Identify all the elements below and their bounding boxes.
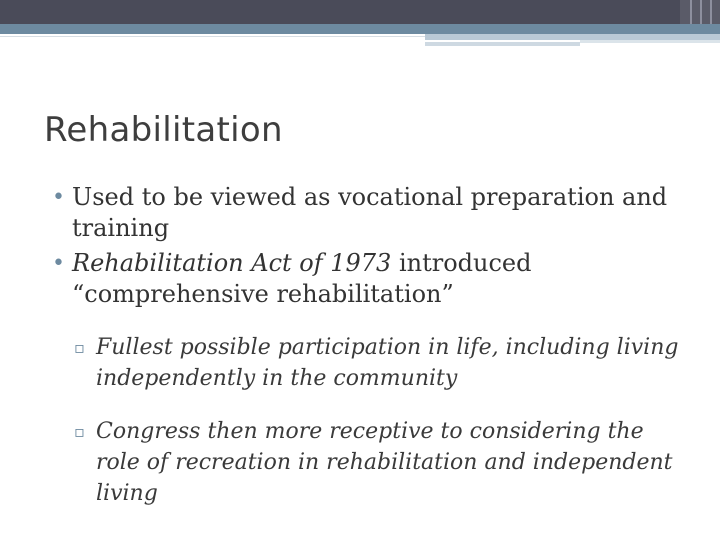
header-divider — [0, 36, 425, 37]
header-teal-band — [0, 24, 720, 34]
header-banner — [0, 0, 720, 24]
sub-bullet-item — [74, 416, 690, 509]
bullet-item — [50, 248, 690, 310]
bullet-text: Used to be viewed as vocational preparation and training — [72, 183, 668, 242]
sub-bullet-text: Congress then more receptive to considering the role of recreation in rehabilitation and independent living — [96, 419, 673, 506]
slide-body — [50, 182, 690, 513]
sub-bullet-marker: ▫ — [74, 422, 85, 441]
sub-bullet-item — [74, 332, 690, 394]
bullet-marker: • — [52, 185, 65, 210]
sub-bullet-text: Fullest possible participation in life, including living independently in the community — [96, 335, 679, 391]
slide-title: Rehabilitation — [44, 110, 283, 150]
bullet-text: introduced “comprehensive rehabilitation” — [72, 249, 532, 308]
bullet-italic-text: Rehabilitation Act of 1973 — [72, 249, 392, 277]
sub-bullet-marker: ▫ — [74, 338, 85, 357]
bullet-item — [50, 182, 690, 244]
bullet-marker: • — [52, 251, 65, 276]
header-light-band — [580, 40, 720, 43]
header-light-band — [425, 42, 580, 46]
